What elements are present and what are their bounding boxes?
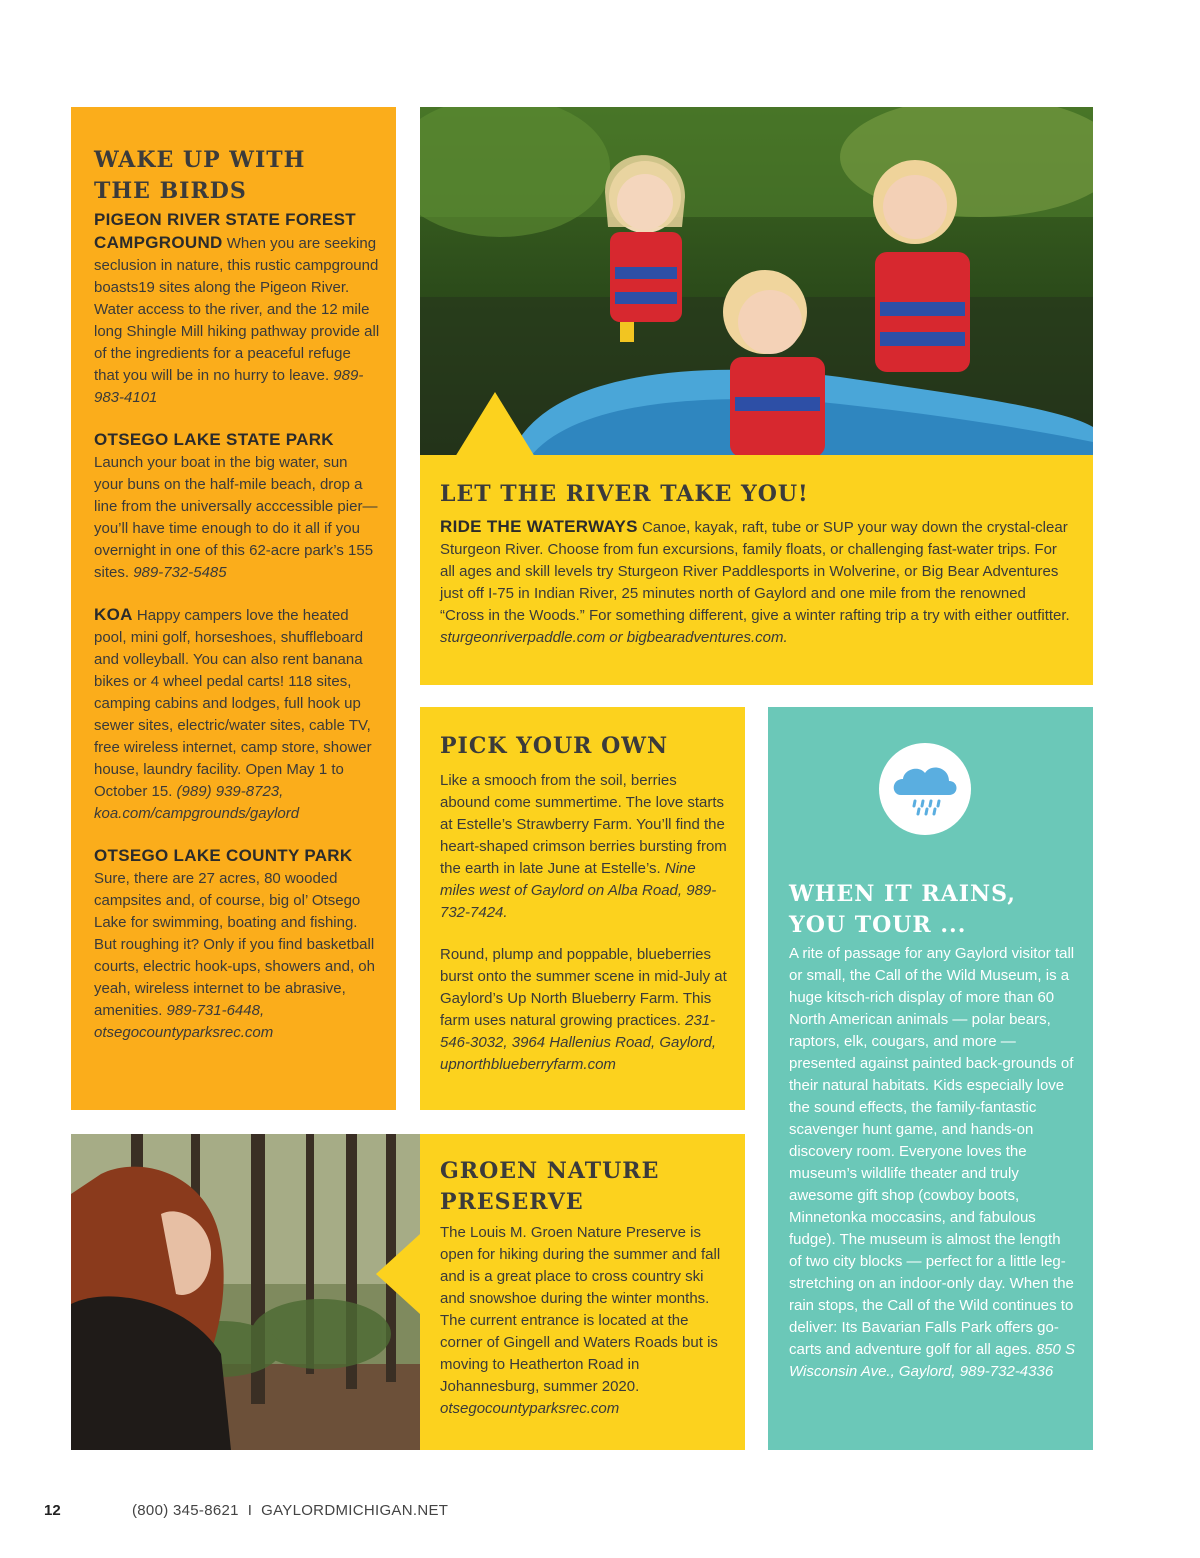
groen-preserve-heading: GROEN NATURE PRESERVE [440,1158,660,1215]
rain-panel [768,707,1093,1450]
pick-your-own-heading: PICK YOUR OWN [440,733,669,759]
forest-woman-photo [71,1134,420,1450]
kids-rafting-illustration [420,107,1093,457]
pick-your-own-panel [420,707,745,1110]
groen-preserve-link: otsegocountyparksrec.com [440,1400,620,1417]
otsego-lake-state-park-name: OTSEGO LAKE STATE PARK [94,430,334,449]
river-subheading: RIDE THE WATERWAYS [440,517,638,536]
koa-entry: KOA Happy campers love the heated pool, mini golf, horseshoes, shuffleboard and volleyball. You can also rent banana bikes or 4 wheel pedal carts! 118 sites, camping cabins and lodges, full hook up sewer sites, electric/water sites, cable TV, free wireless internet, camp store, shower house, laundry facility. Open May 1 to October 15. (989) 939-8723, koa.com/campgrounds/gaylord [94,605,372,822]
rain-heading: WHEN IT RAINS, YOU TOUR ... [789,881,1016,938]
groen-preserve-body: The Louis M. Groen Nature Preserve is open for hiking during the summer and fall and is a great place to cross country ski and snowshoe during the winter months. The current entrance is located at the corner of Gingell and Waters Roads but is moving to Heatherton Road in Johannesburg, summer 2020. otsegocountyparksrec.com [440,1224,721,1417]
otsego-lake-county-park-entry: OTSEGO LAKE COUNTY PARK Sure, there are 27 acres, 80 wooded campsites and, of course, big ol’ Otsego Lake for swimming, boating and fishing. But roughing it? Only if you find basketball courts, electric hook-ups, showers and, oh yeah, wireless internet to be abrasive, amenities. 989-731-6448, otsegocountyparksrec.com [94,846,375,1041]
otsego-lake-county-park-contact: 989-731-6448, otsegocountyparksrec.com [94,1002,274,1041]
blueberry-farm-contact: 231-546-3032, 3964 Hallenius Road, Gaylord, upnorthblueberryfarm.com [440,1012,717,1073]
rain-contact: 850 S Wisconsin Ave., Gaylord, 989-732-4336 [789,1341,1076,1380]
otsego-lake-state-park-entry: OTSEGO LAKE STATE PARK Launch your boat in the big water, sun your buns on the half-mile beach, drop a line from the universally acccessible pier—you’ll have time enough to do it all if you overnight in one of this 62-acre park’s 155 sites. 989-732-5485 [94,430,378,581]
river-body: RIDE THE WATERWAYS Canoe, kayak, raft, tube or SUP your way down the crystal-clear Sturgeon River. Choose from fun excursions, family floats, or challenging fast-water trips. For all ages and skill levels try Sturgeon River Paddlesports in Wolverine, or Big Bear Adventures just off I-75 in Indian River, 25 minutes north of Gaylord and one mile from the renowned “Cross in the Woods.” For something different, give a winter rafting trip a try with either outfitter. sturgeonriverpaddle.com or bigbearadventures.com. [440,517,1070,646]
groen-preserve-panel [420,1134,745,1450]
river-links: sturgeonriverpaddle.com or bigbearadventures.com. [440,629,788,646]
pigeon-river-name: PIGEON RIVER STATE FOREST CAMPGROUND [94,210,356,252]
river-panel [420,455,1093,685]
otsego-lake-state-park-phone: 989-732-5485 [133,564,227,581]
page-number: 12 [44,1502,61,1519]
camping-panel [71,107,396,1110]
otsego-lake-county-park-name: OTSEGO LAKE COUNTY PARK [94,846,353,865]
rain-cloud-icon [879,743,971,835]
blueberry-farm-text: Round, plump and poppable, blueberries burst onto the summer scene in mid-July at Gaylord’s Up North Blueberry Farm. This farm uses natural growing practices. 231-546-3032, 3964 Hallenius Road, Gaylord, upnorthblueberryfarm.com [440,946,727,1073]
forest-illustration [71,1134,420,1450]
rain-icon-circle [879,743,971,835]
rain-body: A rite of passage for any Gaylord visitor tall or small, the Call of the Wild Museum, is a huge kitsch-rich display of more than 60 North American animals — polar bears, raptors, elk, cougars, and more — presented against painted back-grounds of their natural habitats. Kids especially love the sound effects, the family-fantastic scavenger hunt game, and hands-on discovery room. Everyone loves the museum’s wildlife theater and truly awesome gift shop (cowboy boots, Minnetonka moccasins, and fabulous fudge). The museum is almost the length of two city blocks — perfect for a little leg-stretching on an indoor-only day. When the rain stops, the Call of the Wild continues to deliver: Its Bavarian Falls Park offers go-carts and adventure golf for all ages. 850 S Wisconsin Ave., Gaylord, 989-732-4336 [789,945,1076,1380]
pigeon-river-phone: 989-983-4101 [94,367,364,406]
koa-contact: (989) 939-8723, koa.com/campgrounds/gaylord [94,783,300,822]
river-rafting-photo [420,107,1093,457]
pigeon-river-entry: PIGEON RIVER STATE FOREST CAMPGROUND When you are seeking seclusion in nature, this rustic campground boasts19 sites along the Pigeon River. Water access to the river, and the 12 mile long Shingle Mill hiking pathway provide all of the ingredients for a peaceful refuge that you will be in no hurry to leave. 989-983-4101 [94,210,380,406]
strawberry-farm-contact: Nine miles west of Gaylord on Alba Road, 989-732-7424. [440,860,717,921]
camping-heading: WAKE UP WITH THE BIRDS [94,147,306,204]
river-heading: LET THE RIVER TAKE YOU! [440,481,809,507]
footer-contact: (800) 345-8621 I GAYLORDMICHIGAN.NET [132,1502,449,1519]
koa-name: KOA [94,605,133,624]
strawberry-farm-text: Like a smooch from the soil, berries abound come summertime. The love starts at Estelle’s Strawberry Farm. You’ll find the heart-shaped crimson berries bursting from the earth in late June at Estelle’s. Nine miles west of Gaylord on Alba Road, 989-732-7424. [440,772,727,921]
